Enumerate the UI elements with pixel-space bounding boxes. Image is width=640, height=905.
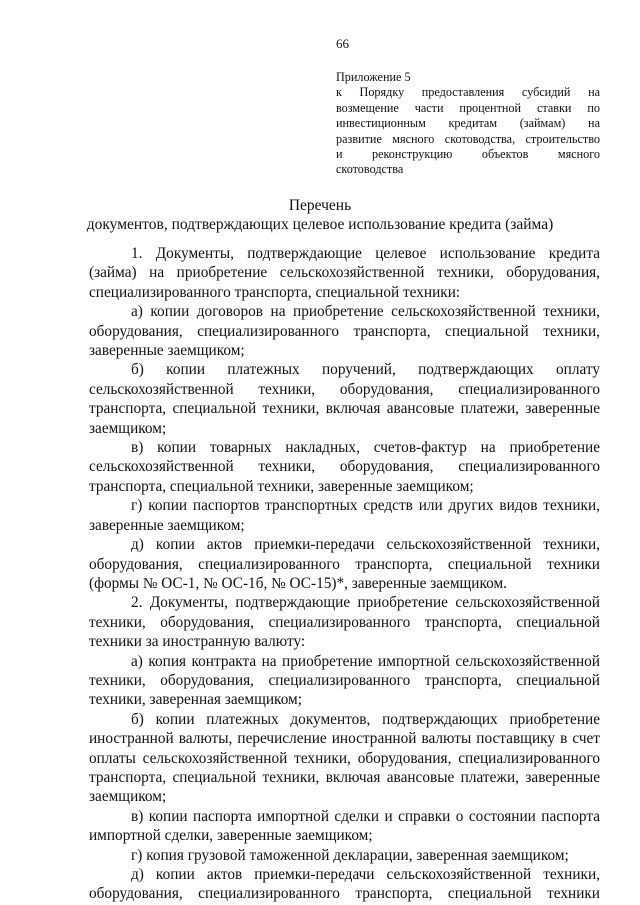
body-line: а) копия контракта на приобретение импортной сельскохозяйственной <box>131 652 600 670</box>
body-line: импортной сделки, заверенные заемщиком; <box>89 827 373 845</box>
document-title <box>0 196 640 234</box>
body-line: заверенные заемщиком; <box>89 516 245 534</box>
body-line: а) копии договоров на приобретение сельскохозяйственной техники, <box>131 303 600 321</box>
body-line: транспорта, специальной техники, включая авансовые платежи, заверенные <box>89 400 600 418</box>
body-line: д) копии актов приемки-передачи сельскохозяйственной техники, <box>131 536 600 554</box>
body-line: б) копии платежных поручений, подтверждающих оплату <box>131 361 600 379</box>
page-number: 66 <box>336 36 349 51</box>
body-line: сельскохозяйственной техники, оборудования, специализированного <box>89 380 600 398</box>
body-line: техники за иностранную валюту: <box>89 633 306 651</box>
body-line: 2. Документы, подтверждающие приобретение сельскохозяйственной <box>131 594 600 612</box>
body-line: 1. Документы, подтверждающие целевое использование кредита <box>131 245 600 262</box>
body-line: техники, оборудования, специализированного транспорта, специальной <box>89 613 600 631</box>
annex-line: Приложение 5 <box>336 70 411 84</box>
body-line: транспорта, специальной техники, заверенные заемщиком; <box>89 477 474 495</box>
body-line: заверенные заемщиком; <box>89 342 245 360</box>
body-line: (займа) на приобретение сельскохозяйственной техники, оборудования, <box>89 264 600 282</box>
annex-line: возмещение части процентной ставки по <box>336 100 600 115</box>
body-line: оплаты сельскохозяйственной техники, оборудования, специализированного <box>89 749 600 767</box>
annex-header <box>336 70 600 178</box>
body-line: специализированного транспорта, специальной техники: <box>89 283 461 301</box>
body-line: техники, оборудования, специализированного транспорта, специальной <box>89 671 600 689</box>
body-line: иностранной валюты, перечисление иностранной валюты поставщику в счет <box>89 730 600 748</box>
body-line: г) копия грузовой таможенной декларации, заверенная заемщиком; <box>131 846 569 864</box>
body-line: транспорта, специальной техники, включая авансовые платежи, заверенные <box>89 768 600 786</box>
body-line: в) копии паспорта импортной сделки и справки о состоянии паспорта <box>131 807 600 825</box>
annex-line: к Порядку предоставления субсидий на <box>336 85 600 100</box>
body-line: д) копии актов приемки-передачи сельскохозяйственной техники, <box>131 866 600 883</box>
subtitle-line: документов, подтверждающих целевое использование кредита (займа) <box>86 216 554 233</box>
body-line: заемщиком; <box>89 419 167 437</box>
body-line: в) копии товарных накладных, счетов-фактур на приобретение <box>131 439 600 457</box>
body-line: оборудования, специализированного транспорта, специальной техники <box>89 555 600 573</box>
annex-line: скотоводства <box>336 162 404 177</box>
body-line: г) копии паспортов транспортных средств или других видов техники, <box>131 497 600 515</box>
body-line: б) копии платежных документов, подтверждающих приобретение <box>131 710 600 728</box>
body-line: сельскохозяйственной техники, оборудования, специализированного <box>89 458 600 476</box>
body-line: техники, заверенная заемщиком; <box>89 691 302 709</box>
body-line: оборудования, специализированного транспорта, специальной техники, <box>89 322 600 340</box>
body-line: (формы № ОС-1, № ОС-1б, № ОС-15)*, заверенные заемщиком. <box>89 574 508 592</box>
title-line: Перечень <box>288 197 352 214</box>
annex-line: развитие мясного скотоводства, строительство <box>336 131 600 146</box>
body-line: заемщиком; <box>89 788 167 806</box>
document-body <box>89 244 600 904</box>
body-line: оборудования, специализированного транспорта, специальной техники <box>89 885 600 903</box>
annex-line: инвестиционным кредитам (займам) на <box>336 116 600 131</box>
annex-line: и реконструкцию объектов мясного <box>336 147 600 162</box>
